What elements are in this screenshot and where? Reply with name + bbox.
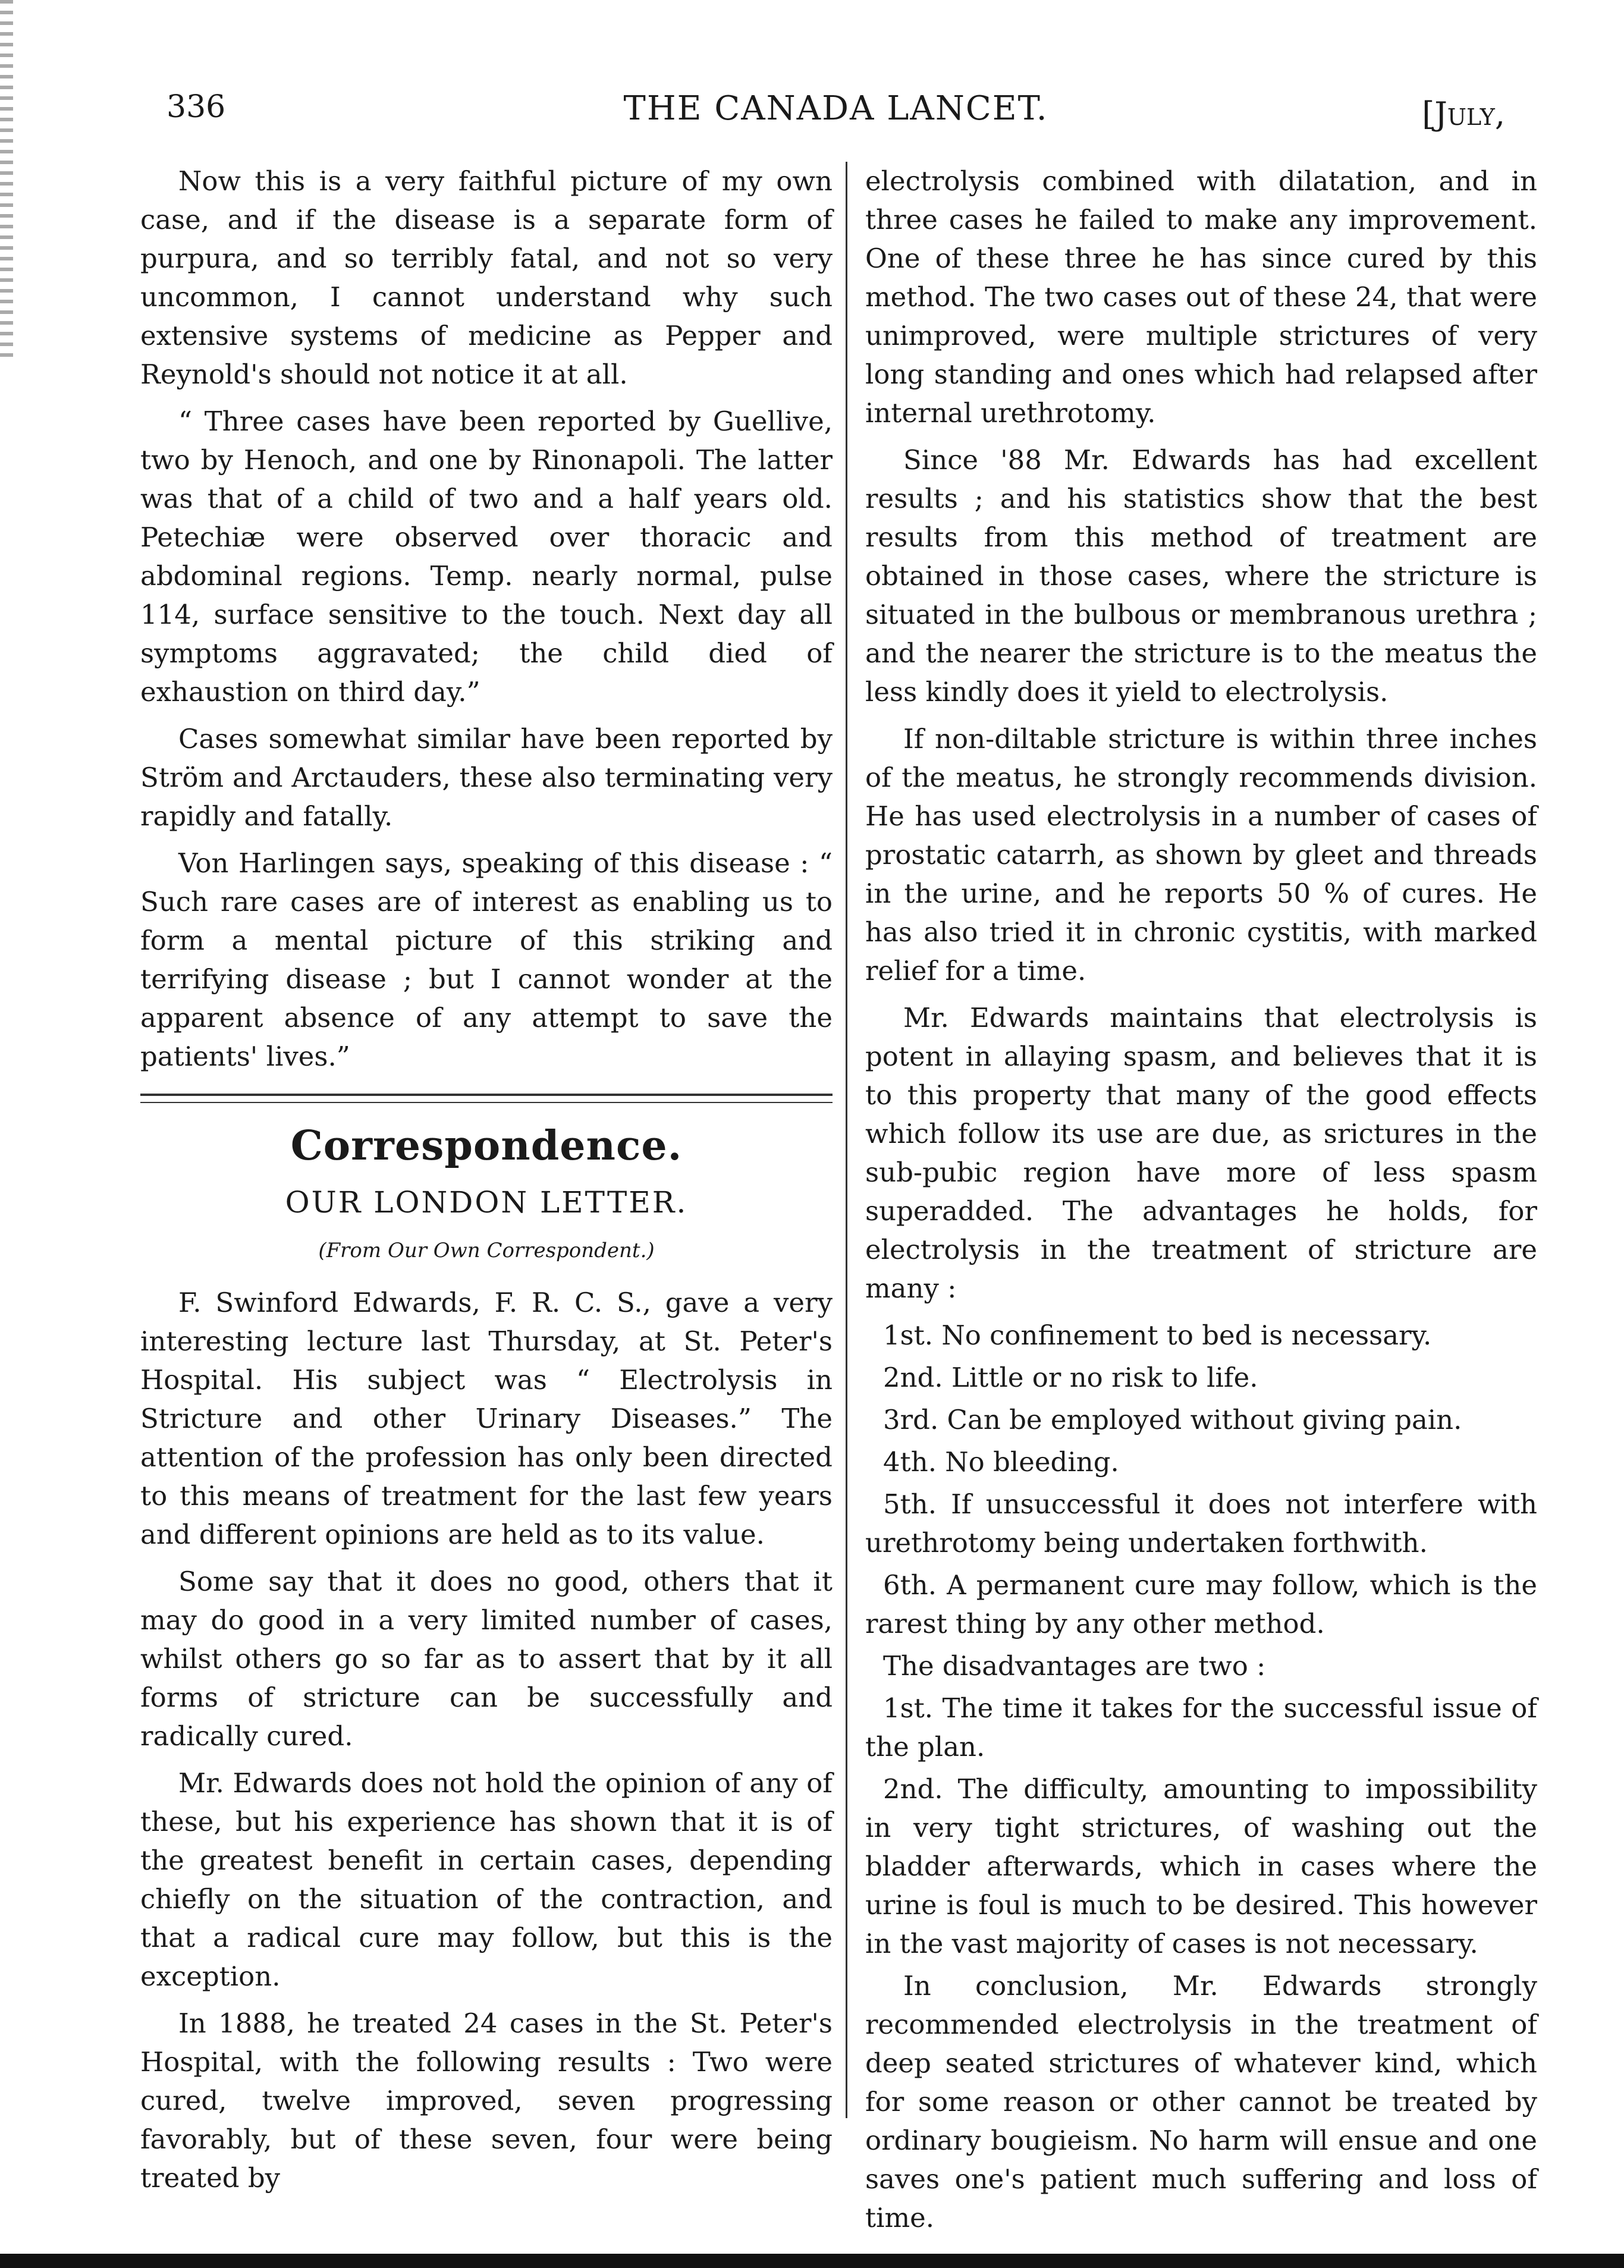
page-number: 336: [167, 89, 226, 125]
section-divider: [140, 1094, 833, 1103]
paragraph: Since '88 Mr. Edwards has had excellent results ; and his statistics show that the best results from this method of treatment are obtained in those cases, where the stricture is situated in the bulbous or membranous urethra ; and the nearer the stricture is to the meatus the less kindly does it yield to electrolysis.: [865, 444, 1537, 708]
paragraph: Cases somewhat similar have been reported by Ström and Arctauders, these also terminating very rapidly and fatally.: [140, 723, 833, 832]
left-column: [140, 162, 833, 2194]
disadvantages-intro: The disadvantages are two :: [883, 1650, 1266, 1682]
page-bottom-edge: [0, 2254, 1624, 2268]
disadvantage-item: 1st. The time it takes for the successful issue of the plan.: [865, 1692, 1537, 1763]
byline: (From Our Own Correspondent.): [318, 1239, 655, 1262]
advantage-item: 1st. No confinement to bed is necessary.: [883, 1320, 1432, 1351]
paragraph: Mr. Edwards maintains that electrolysis is potent in allaying spasm, and believes that it is to this property that many of the good effects which follow its use are due, as srictures in the sub-pubic region have more of less spasm superadded. The advantages he holds, for electrolysis in the treatment of stricture are many :: [865, 1002, 1537, 1304]
page-header: [167, 89, 1505, 149]
advantage-item: 2nd. Little or no risk to life.: [883, 1362, 1258, 1393]
disadvantage-item: 2nd. The difficulty, amounting to impossibility in very tight strictures, of washing out the bladder afterwards, which in cases where the urine is foul is much to be desired. This however in the vast majority of cases is not necessary.: [865, 1773, 1537, 1959]
journal-title: THE CANADA LANCET.: [623, 89, 1048, 128]
advantage-item: 4th. No bleeding.: [883, 1446, 1119, 1478]
section-heading: Correspondence.: [290, 1122, 683, 1170]
column-divider: [846, 162, 847, 2118]
advantage-item: 3rd. Can be employed without giving pain.: [883, 1404, 1462, 1435]
right-column: [865, 162, 1537, 2234]
page-edge-shadow: [0, 0, 13, 357]
article-title: OUR LONDON LETTER.: [285, 1185, 688, 1220]
paragraph: In 1888, he treated 24 cases in the St. Peter's Hospital, with the following results : Two were cured, twelve improved, seven progressing favorably, but of these seven, four were being treated by: [140, 2008, 833, 2194]
paragraph: If non-diltable stricture is within three inches of the meatus, he strongly recommends division. He has used electrolysis in a number of cases of prostatic catarrh, as shown by gleet and threads in the urine, and he reports 50 % of cures. He has also tried it in chronic cystitis, with marked relief for a time.: [865, 723, 1537, 987]
paragraph: electrolysis combined with dilatation, and in three cases he failed to make any improvement. One of these three he has since cured by this method. The two cases out of these 24, that were unimproved, were multiple strictures of very long standing and ones which had relapsed after internal urethrotomy.: [865, 165, 1537, 429]
paragraph: Von Harlingen says, speaking of this disease : “ Such rare cases are of interest as enabling us to form a mental picture of this striking and terrifying disease ; but I cannot wonder at the apparent absence of any attempt to save the patients' lives.”: [140, 847, 833, 1072]
paragraph: Some say that it does no good, others that it may do good in a very limited number of cases, whilst others go so far as to assert that by it all forms of stricture can be successfully and radically cured.: [140, 1566, 833, 1752]
paragraph: Mr. Edwards does not hold the opinion of any of these, but his experience has shown that it is of the greatest benefit in certain cases, depending chiefly on the situation of the contraction, and that a radical cure may follow, but this is the exception.: [140, 1767, 833, 1992]
paragraph: F. Swinford Edwards, F. R. C. S., gave a very interesting lecture last Thursday, at St. Peter's Hospital. His subject was “ Electrolysis in Stricture and other Urinary Diseases.” The attention of the profession has only been directed to this means of treatment for the last few years and different opinions are held as to its value.: [140, 1287, 833, 1550]
advantage-item: 5th. If unsuccessful it does not interfere with urethrotomy being undertaken forthwith.: [865, 1488, 1537, 1559]
issue-month: [July,: [1422, 95, 1505, 133]
paragraph: Now this is a very faithful picture of my own case, and if the disease is a separate form of purpura, and so terribly fatal, and not so very uncommon, I cannot understand why such extensive systems of medicine as Pepper and Reynold's should not notice it at all.: [140, 165, 833, 390]
paragraph: “ Three cases have been reported by Guellive, two by Henoch, and one by Rinonapoli. The latter was that of a child of two and a half years old. Petechiæ were observed over thoracic and abdominal regions. Temp. nearly normal, pulse 114, surface sensitive to the touch. Next day all symptoms aggravated; the child died of exhaustion on third day.”: [140, 406, 833, 708]
paragraph: In conclusion, Mr. Edwards strongly recommended electrolysis in the treatment of deep seated strictures of whatever kind, which for some reason or other cannot be treated by ordinary bougieism. No harm will ensue and one saves one's patient much suffering and loss of time.: [865, 1970, 1537, 2234]
advantage-item: 6th. A permanent cure may follow, which is the rarest thing by any other method.: [865, 1569, 1537, 1639]
